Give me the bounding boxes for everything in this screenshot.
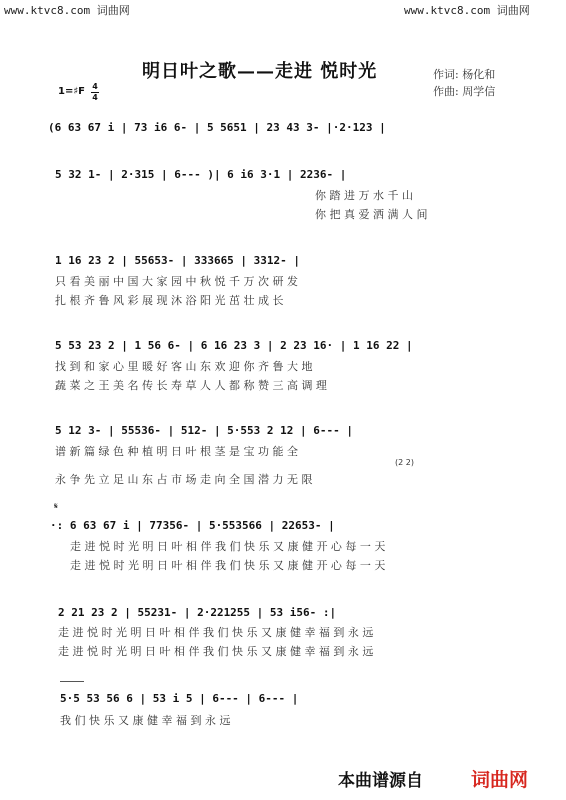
score-line-4-lyrics-1: 找 到 和 家 心 里 暖 好 客 山 东 欢 迎 你 齐 鲁 大 地	[55, 360, 313, 373]
ending-bracket	[60, 681, 84, 682]
score-line-4-notes: 5 53 23 2 | 1 56 6- | 6 16 23 3 | 2 23 16· | 1 16 22 |	[55, 339, 413, 352]
segno-mark: 𝄋	[54, 502, 58, 512]
lyricist-credit: 作词: 杨化和	[433, 68, 496, 81]
score-line-5-lyrics-1: 谱 新 篇 绿 色 种 植 明 日 叶 根 茎 是 宝 功 能 全	[55, 445, 298, 458]
score-line-6-lyrics-2: 走 进 悦 时 光 明 日 叶 相 伴 我 们 快 乐 又 康 健 开 心 每 一 天	[70, 559, 386, 572]
time-signature	[91, 83, 99, 102]
score-line-1-notes: (6 63 67 i | 73 i6 6- | 5 5651 | 23 43 3- |·2·123 |	[48, 121, 386, 134]
footer-site-name: 词曲网	[471, 769, 529, 791]
score-line-8-lyrics-1: 我 们 快 乐 又 康 健 幸 福 到 永 远	[60, 714, 231, 727]
song-title: 明日叶之歌——走进 悦时光	[142, 61, 378, 82]
score-line-7-notes: 2 21 23 2 | 55231- | 2·221255 | 53 i56- :|	[58, 606, 337, 619]
score-line-3-lyrics-1: 只 看 美 丽 中 国 大 家 园 中 秋 悦 千 万 次 研 发	[55, 275, 298, 288]
watermark-left: www.ktvc8.com 词曲网	[4, 4, 130, 17]
score-line-5-alt-notes: (2 2)	[395, 458, 414, 467]
score-line-5-lyrics-2: 永 争 先 立 足 山 东 占 市 场 走 向 全 国 潜 力 无 限	[55, 473, 313, 486]
score-line-5-notes: 5 12 3- | 55536- | 512- | 5·553 2 12 | 6--- |	[55, 424, 354, 437]
score-line-2-lyrics-1: 你 踏 进 万 水 千 山	[315, 189, 413, 202]
score-line-2-notes: 5 32 1- | 2·315 | 6--- )| 6 i6 3·1 | 2236- |	[55, 168, 347, 181]
meter-bottom: 4	[92, 93, 98, 102]
watermark-right: www.ktvc8.com 词曲网	[404, 4, 530, 17]
score-line-8-notes: 5·5 53 56 6 | 53 i 5 | 6--- | 6--- |	[60, 692, 299, 705]
key-signature: 1=♯F	[58, 86, 86, 97]
composer-credit: 作曲: 周学信	[433, 85, 496, 98]
score-line-7-lyrics-2: 走 进 悦 时 光 明 日 叶 相 伴 我 们 快 乐 又 康 健 幸 福 到 永 远	[58, 645, 374, 658]
score-line-2-lyrics-2: 你 把 真 爱 洒 满 人 间	[315, 208, 428, 221]
score-line-6-lyrics-1: 走 进 悦 时 光 明 日 叶 相 伴 我 们 快 乐 又 康 健 开 心 每 一 天	[70, 540, 386, 553]
score-line-6-notes: ·: 6 63 67 i | 77356- | 5·553566 | 22653- |	[50, 519, 335, 532]
meter-top: 4	[92, 82, 98, 91]
score-line-3-notes: 1 16 23 2 | 55653- | 333665 | 3312- |	[55, 254, 301, 267]
score-line-4-lyrics-2: 蔬 菜 之 王 美 名 传 长 寿 草 人 人 都 称 赞 三 高 调 理	[55, 379, 327, 392]
score-line-7-lyrics-1: 走 进 悦 时 光 明 日 叶 相 伴 我 们 快 乐 又 康 健 幸 福 到 永 远	[58, 626, 374, 639]
score-line-3-lyrics-2: 扎 根 齐 鲁 风 彩 展 现 沐 浴 阳 光 茁 壮 成 长	[55, 294, 284, 307]
footer-source-label: 本曲谱源自	[338, 771, 423, 791]
